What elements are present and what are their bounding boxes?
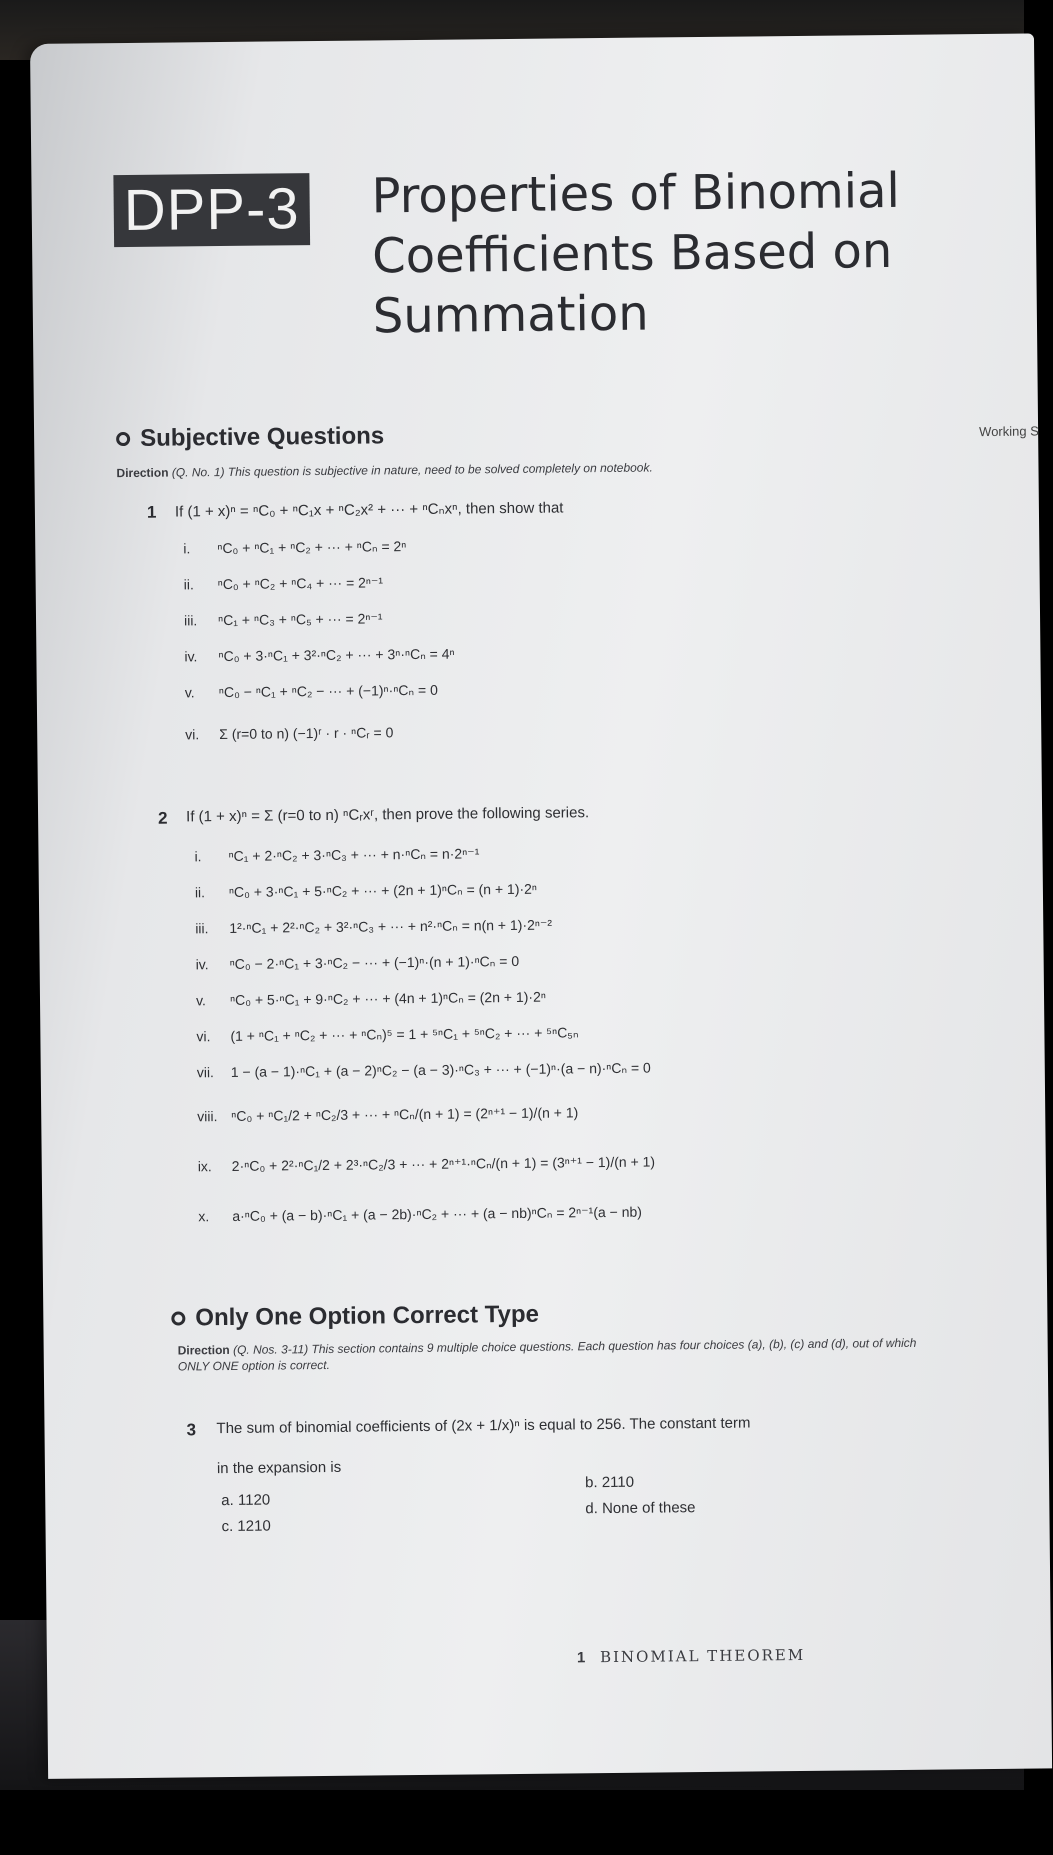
subjective-direction	[116, 457, 936, 482]
direction-text: (Q. Nos. 3-11) This section contains 9 multiple choice questions. Each question has four choices (a), (b), (c) and (d), out of which ONLY ONE option is correct.	[177, 1335, 917, 1374]
chapter-name: BINOMIAL THEOREM	[599, 1645, 806, 1667]
bullet-icon	[116, 432, 130, 446]
list-item: iv. ⁿC₀ + 3·ⁿC₁ + 3²·ⁿC₂ + ··· + 3ⁿ·ⁿCₙ = 4ⁿ	[184, 645, 455, 665]
question-number: 2	[158, 808, 168, 828]
objective-direction	[178, 1334, 948, 1374]
list-item: iii. ⁿC₁ + ⁿC₃ + ⁿC₅ + ··· = 2ⁿ⁻¹	[183, 610, 383, 629]
dpp-badge: DPP-3	[113, 173, 310, 247]
list-item: i. ⁿC₁ + 2·ⁿC₂ + 3·ⁿC₃ + ··· + n·ⁿCₙ = n·2ⁿ⁻¹	[194, 845, 480, 865]
list-item: ii. ⁿC₀ + ⁿC₂ + ⁿC₄ + ··· = 2ⁿ⁻¹	[183, 574, 384, 593]
question-text: The sum of binomial coefficients of (2x + 1/x)ⁿ is equal to 256. The constant term	[216, 1414, 751, 1438]
list-item: x. a·ⁿC₀ + (a − b)·ⁿC₁ + (a − 2b)·ⁿC₂ + ··· + (a − nb)ⁿCₙ = 2ⁿ⁻¹(a − nb)	[198, 1203, 643, 1225]
margin-note: Working S	[979, 423, 1039, 440]
title-line-3: Summation	[372, 285, 649, 345]
direction-label: Direction	[116, 465, 169, 481]
question-number: 3	[186, 1420, 197, 1440]
direction-label: Direction	[177, 1342, 230, 1358]
list-item: viii. ⁿC₀ + ⁿC₁/2 + ⁿC₂/3 + ··· + ⁿCₙ/(n + 1) = (2ⁿ⁺¹ − 1)/(n + 1)	[197, 1104, 579, 1125]
question-number: 1	[146, 502, 157, 522]
list-item: ii. ⁿC₀ + 3·ⁿC₁ + 5·ⁿC₂ + ··· + (2n + 1)ⁿCₙ = (n + 1)·2ⁿ	[194, 880, 538, 901]
list-item: iii. 1²·ⁿC₁ + 2²·ⁿC₂ + 3²·ⁿC₃ + ··· + n²·ⁿCₙ = n(n + 1)·2ⁿ⁻²	[195, 916, 553, 937]
list-item: i. ⁿC₀ + ⁿC₁ + ⁿC₂ + ··· + ⁿCₙ = 2ⁿ	[183, 538, 407, 557]
page-footer	[577, 1646, 805, 1666]
option-c[interactable]: c. 1210	[221, 1517, 271, 1536]
list-item: vi. Σ (r=0 to n) (−1)ʳ · r · ⁿCᵣ = 0	[185, 724, 394, 743]
list-item: vi. (1 + ⁿC₁ + ⁿC₂ + ··· + ⁿCₙ)⁵ = 1 + ⁵ⁿC₁ + ⁵ⁿC₂ + ··· + ⁵ⁿC₅ₙ	[196, 1024, 579, 1045]
option-b[interactable]: b. 2110	[585, 1473, 635, 1492]
title-line-2: Coefficients Based on	[371, 222, 893, 285]
subjective-heading-text: Subjective Questions	[139, 422, 385, 452]
list-item: ix. 2·ⁿC₀ + 2²·ⁿC₁/2 + 2³·ⁿC₂/3 + ··· + 2ⁿ⁺¹·ⁿCₙ/(n + 1) = (3ⁿ⁺¹ − 1)/(n + 1)	[197, 1153, 656, 1175]
option-a[interactable]: a. 1120	[221, 1491, 271, 1510]
list-item: v. ⁿC₀ − ⁿC₁ + ⁿC₂ − ··· + (−1)ⁿ·ⁿCₙ = 0	[184, 681, 438, 701]
list-item: iv. ⁿC₀ − 2·ⁿC₁ + 3·ⁿC₂ − ··· + (−1)ⁿ·(n + 1)·ⁿCₙ = 0	[195, 952, 520, 973]
list-item: vii. 1 − (a − 1)·ⁿC₁ + (a − 2)ⁿC₂ − (a − 3)·ⁿC₃ + ··· + (−1)ⁿ·(a − n)·ⁿCₙ = 0	[196, 1059, 651, 1081]
page-title	[371, 160, 993, 346]
textbook-page	[30, 33, 1052, 1778]
question-text-continued: in the expansion is	[216, 1458, 342, 1478]
objective-heading	[171, 1301, 539, 1333]
objective-heading-text: Only One Option Correct Type	[195, 1300, 540, 1332]
title-line-1: Properties of Binomial	[371, 162, 901, 225]
question-text: If (1 + x)ⁿ = ⁿC₀ + ⁿC₁x + ⁿC₂x² + ··· + ⁿCₙxⁿ, then show that	[174, 499, 564, 521]
bullet-icon	[171, 1311, 185, 1325]
subjective-heading	[116, 422, 384, 453]
page-number: 1	[576, 1649, 588, 1667]
list-item: v. ⁿC₀ + 5·ⁿC₁ + 9·ⁿC₂ + ··· + (4n + 1)ⁿCₙ = (2n + 1)·2ⁿ	[195, 988, 546, 1009]
question-text: If (1 + x)ⁿ = Σ (r=0 to n) ⁿCᵣxʳ, then prove the following series.	[186, 804, 590, 826]
direction-text: (Q. No. 1) This question is subjective in nature, need to be solved completely on notebook.	[171, 460, 653, 480]
option-d[interactable]: d. None of these	[585, 1499, 696, 1518]
